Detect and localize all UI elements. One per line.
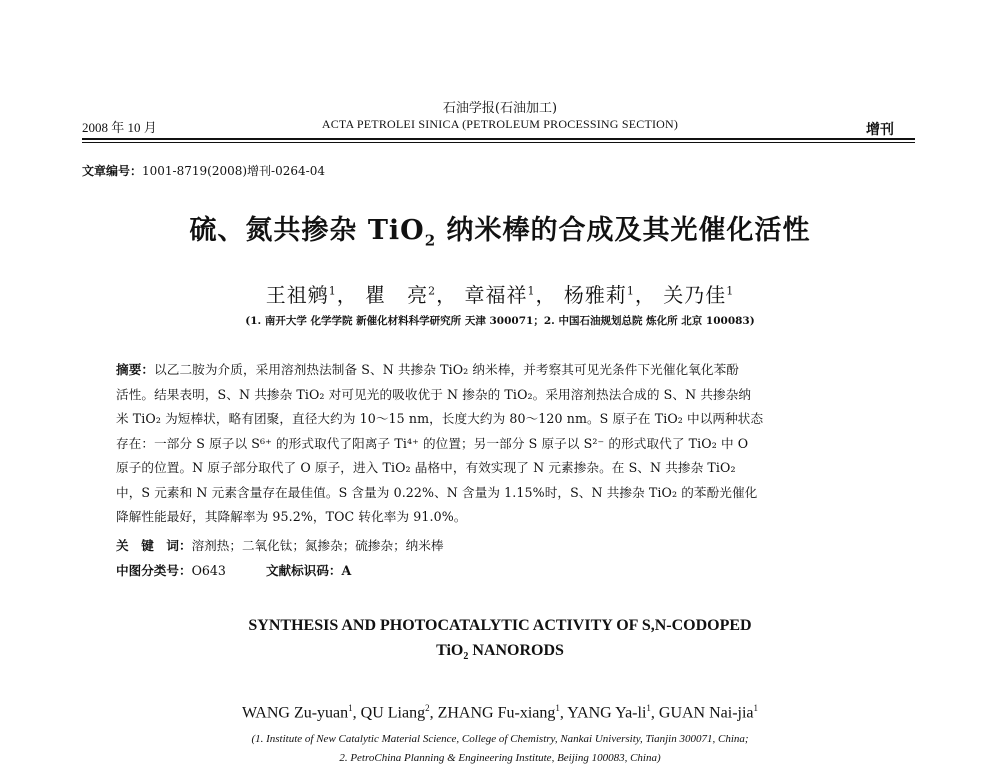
author-cn-sup: 1 bbox=[626, 284, 635, 298]
author-cn-sup: 2 bbox=[428, 284, 437, 298]
author-en-sup: 1 bbox=[753, 703, 759, 713]
abstract bbox=[116, 358, 886, 530]
supplement-label: 增刊 bbox=[866, 122, 894, 138]
title-cn bbox=[0, 208, 1000, 249]
classification-label: 中图分类号： bbox=[116, 563, 192, 578]
title-cn-sub: 2 bbox=[424, 231, 437, 250]
journal-title-en: ACTA PETROLEI SINICA (PETROLEUM PROCESSING SECTION) bbox=[321, 117, 679, 131]
title-en-sub: 2 bbox=[463, 651, 469, 663]
author-cn: 瞿 亮 bbox=[365, 283, 429, 307]
affiliation-en-line1: (1. Institute of New Catalytic Material Science, College of Chemistry, Nankai University, Tianjin 300071, China; bbox=[251, 733, 749, 745]
abstract-line bbox=[116, 358, 886, 383]
keywords-label: 关 键 词： bbox=[116, 538, 192, 553]
header-rule-thin bbox=[82, 142, 915, 143]
abstract-line: 降解性能最好，其降解率为 95.2%，TOC 转化率为 91.0%。 bbox=[116, 509, 467, 524]
author-cn-sup: 1 bbox=[328, 284, 337, 298]
title-cn-part1: 硫、氮共掺杂 TiO bbox=[189, 215, 425, 246]
author-en: WANG Zu-yuan bbox=[241, 704, 349, 722]
authors-cn: 王祖鹓$^1$， 瞿 亮$^2$， 章福祥$^1$， 杨雅莉$^1$， 关乃佳$^1$ bbox=[265, 283, 735, 307]
author-cn: 杨雅莉 bbox=[563, 283, 627, 307]
author-en: ZHANG Fu-xiang bbox=[437, 704, 556, 722]
author-cn-sup: 1 bbox=[527, 284, 536, 298]
abstract-label: 摘要： bbox=[116, 362, 155, 377]
classification bbox=[116, 560, 351, 579]
authors-en: WANG Zu-yuan$^1$, QU Liang$^2$, ZHANG Fu-xiang$^1$, YANG $Ya-li^1$, GUAN Nai-jia$^1$ bbox=[241, 703, 759, 722]
title-cn-part2: 纳米棒的合成及其光催化活性 bbox=[436, 215, 811, 246]
author-en-sup: 1 bbox=[348, 703, 353, 713]
author-cn-sup: 1 bbox=[726, 284, 735, 298]
issue-date: 2008 年 10 月 bbox=[82, 120, 157, 135]
author-en: YANG Ya-li bbox=[567, 704, 647, 722]
author-en-sup: 1 bbox=[646, 703, 651, 713]
article-number-label: 文章编号： bbox=[82, 164, 143, 178]
abstract-line: 存在：一部分 S 原子以 S⁶⁺ 的形式取代了阳离子 Ti⁴⁺ 的位置；另一部分 S 原子以 S²⁻ 的形式取代了 TiO₂ 中 O bbox=[116, 435, 749, 451]
doc-code-label: 文献标识码： bbox=[265, 563, 342, 578]
article-number-value: 1001-8719(2008)增刊-0264-04 bbox=[142, 164, 325, 178]
title-en-line1: SYNTHESIS AND PHOTOCATALYTIC ACTIVITY OF S,N-CODOPED bbox=[248, 617, 752, 634]
doc-code-value: A bbox=[341, 563, 352, 578]
journal-title-cn: 石油学报(石油加工) bbox=[442, 101, 558, 116]
keywords bbox=[116, 535, 443, 554]
author-cn: 关乃佳 bbox=[663, 283, 727, 307]
author-en: QU Liang bbox=[360, 704, 426, 722]
author-cn: 王祖鹓 bbox=[265, 283, 329, 307]
affiliation-en-line2: 2. PetroChina Planning & Engineering Institute, Beijing 100083, China) bbox=[339, 752, 661, 764]
classification-value: O643 bbox=[191, 563, 226, 578]
title-en-part1: TiO bbox=[436, 642, 464, 659]
article-number bbox=[82, 162, 325, 179]
abstract-text: 以乙二胺为介质，采用溶剂热法制备 S、N 共掺杂 TiO₂ 纳米棒，并考察其可见光条件下光催化氧化苯酚 bbox=[154, 362, 739, 377]
affiliation-cn: (1. 南开大学 化学学院 新催化材料科学研究所 天津 300071；2. 中国石油规划总院 炼化所 北京 100083) bbox=[245, 315, 755, 327]
abstract-line: 原子的位置。N 原子部分取代了 O 原子，进入 TiO₂ 晶格中，有效实现了 N 元素掺杂。在 S、N 共掺杂 TiO₂ bbox=[116, 460, 736, 475]
title-en-line2 bbox=[0, 638, 1000, 669]
keywords-value: 溶剂热；二氧化钛；氮掺杂；硫掺杂；纳米棒 bbox=[191, 538, 444, 553]
abstract-line: 米 TiO₂ 为短棒状，略有团聚，直径大约为 10～15 nm，长度大约为 80～120 nm。S 原子在 TiO₂ 中以两种状态 bbox=[116, 411, 764, 426]
abstract-line: 活性。结果表明，S、N 共掺杂 TiO₂ 对可见光的吸收优于 N 掺杂的 TiO₂。采用溶剂热法合成的 S、N 共掺杂纳 bbox=[116, 386, 752, 402]
title-en bbox=[0, 613, 1000, 669]
author-cn: 章福祥 bbox=[464, 283, 528, 307]
title-en-part2: NANORODS bbox=[468, 642, 564, 659]
author-en-sup: 2 bbox=[425, 703, 430, 713]
author-en: GUAN Nai-jia bbox=[658, 704, 754, 722]
abstract-line: 中，S 元素和 N 元素含量存在最佳值。S 含量为 0.22%、N 含量为 1.15%时，S、N 共掺杂 TiO₂ 的苯酚光催化 bbox=[116, 484, 758, 500]
author-en-sup: 1 bbox=[555, 703, 560, 713]
header-rule-thick bbox=[82, 138, 915, 140]
